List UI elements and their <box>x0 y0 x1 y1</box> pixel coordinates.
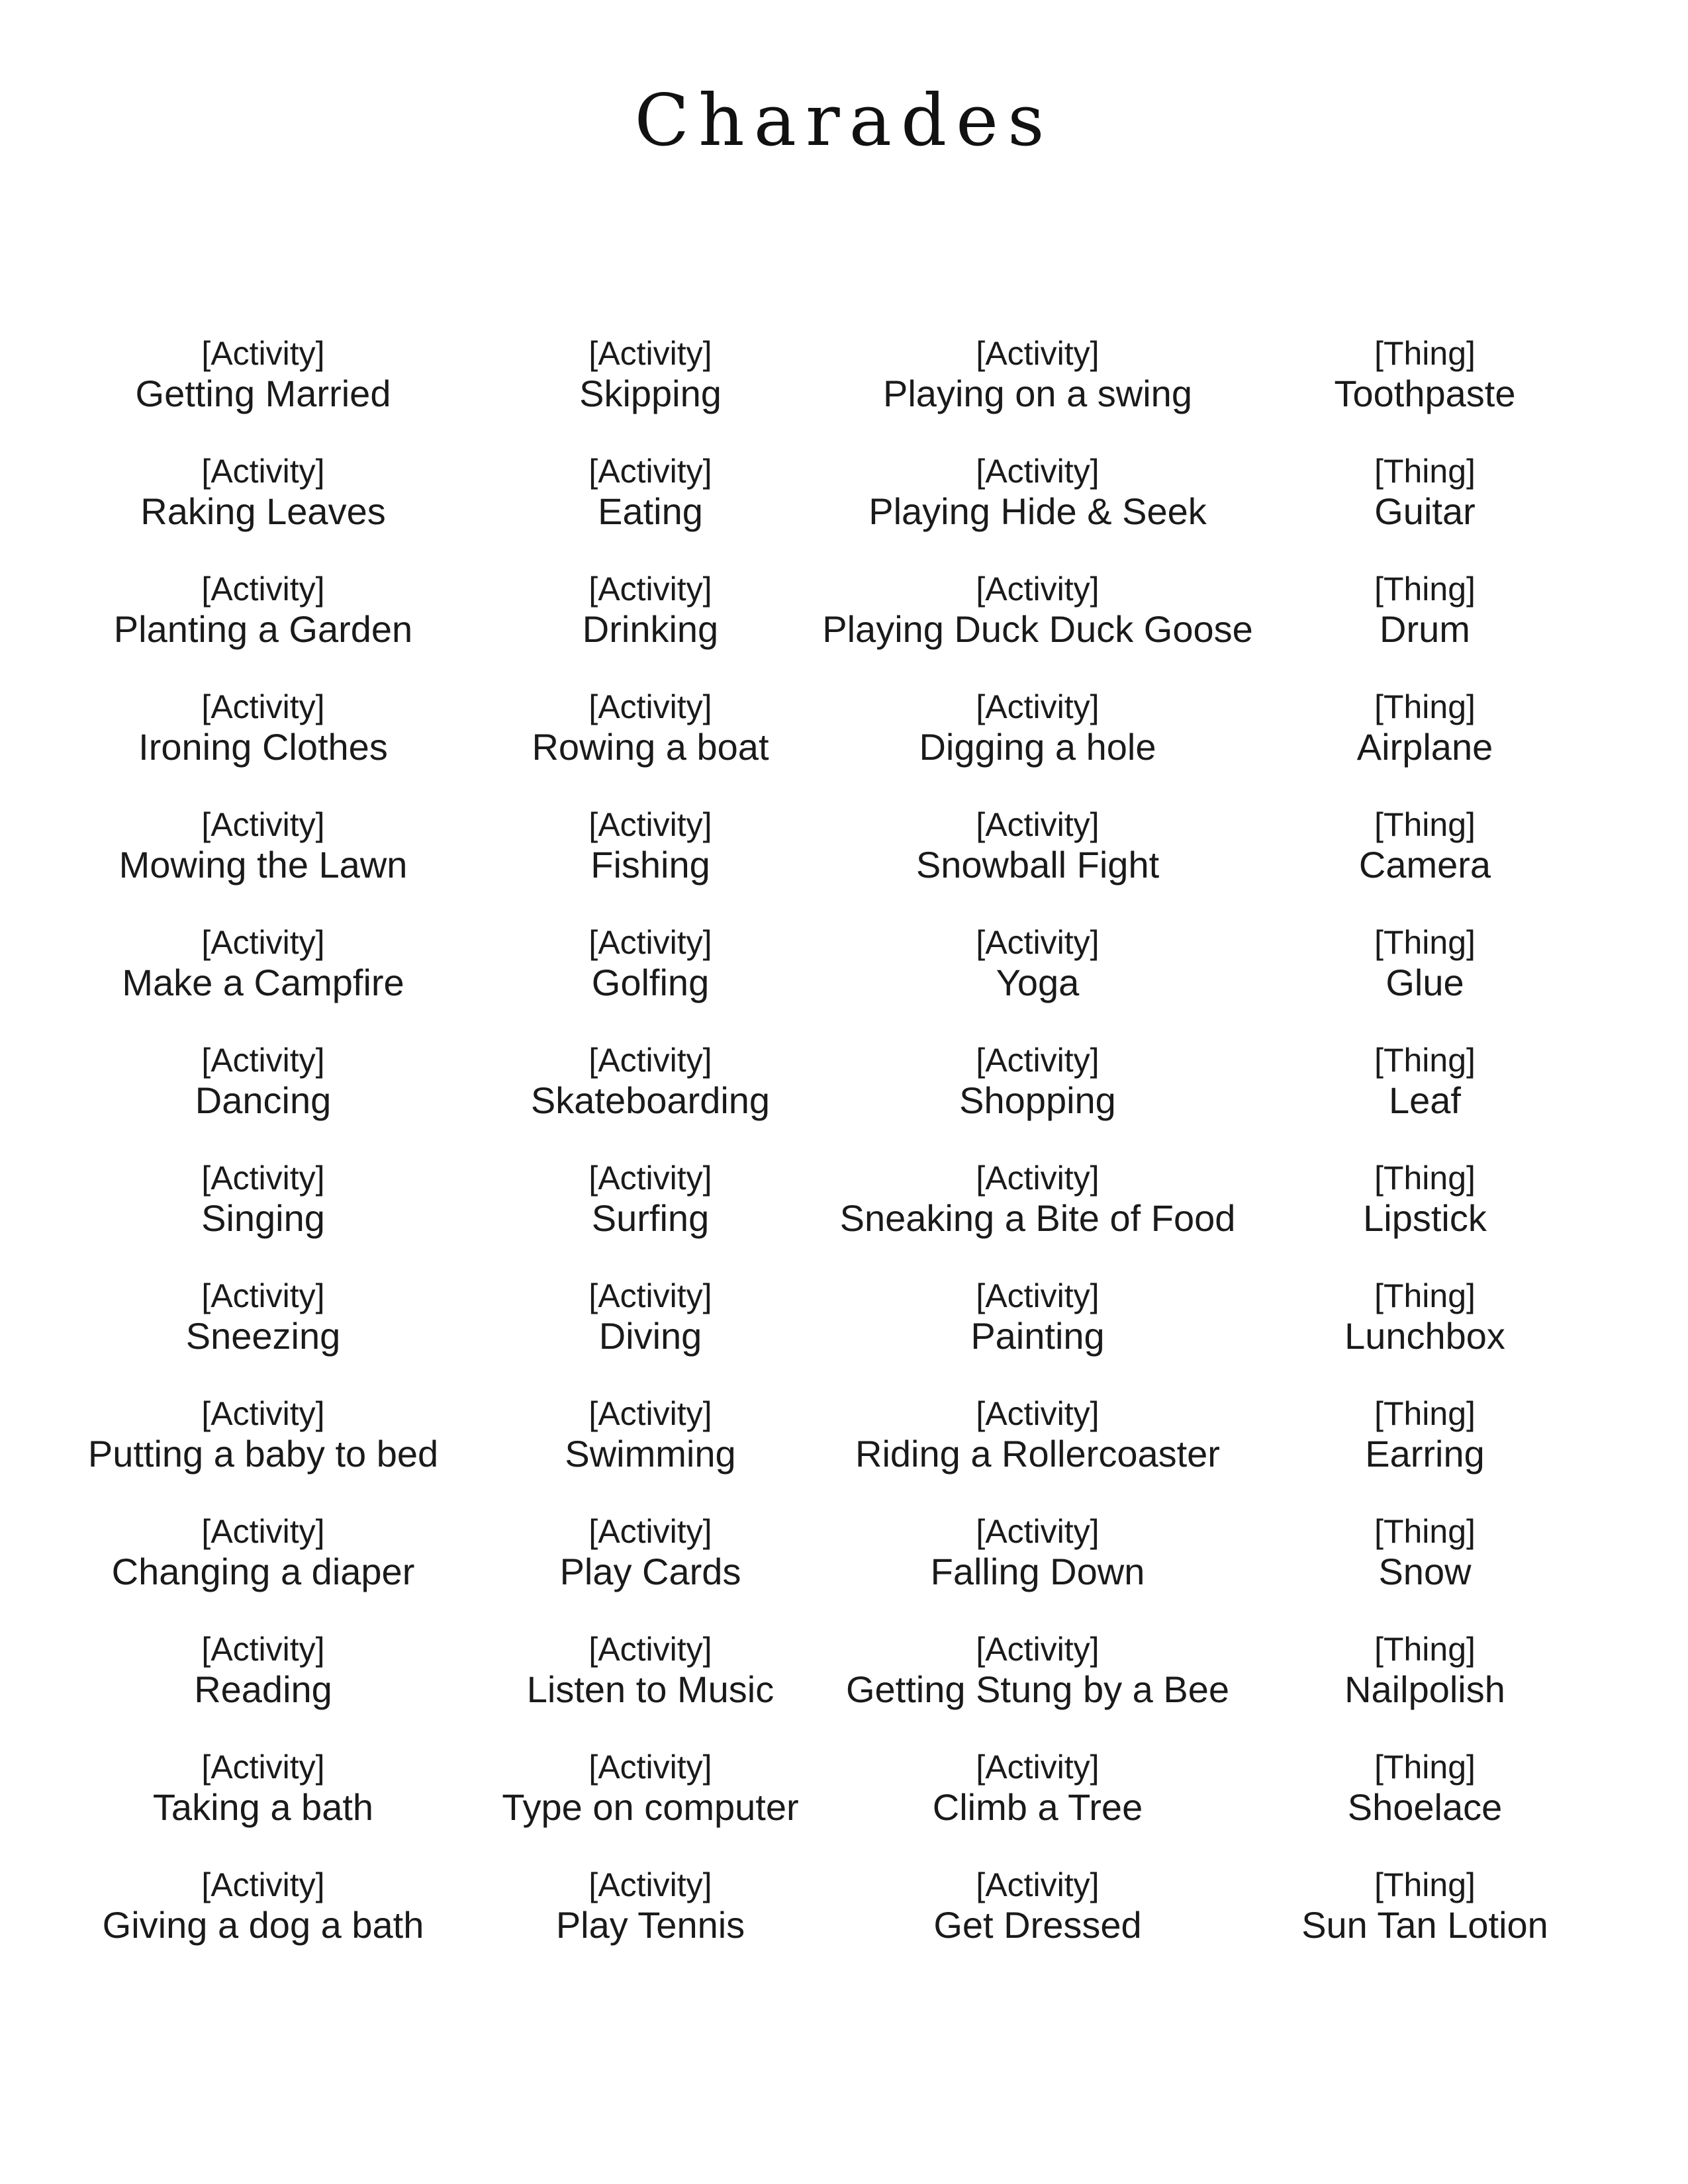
charade-item: Putting a baby to bed <box>87 1433 439 1475</box>
charade-category: [Thing] <box>1374 924 1476 961</box>
charade-card <box>457 570 844 688</box>
charade-card <box>1231 452 1618 570</box>
charade-item: Play Tennis <box>555 1904 745 1946</box>
charade-card <box>457 334 844 452</box>
charade-item: Nailpolish <box>1344 1668 1505 1710</box>
charade-card <box>844 1512 1231 1630</box>
charade-category: [Activity] <box>976 688 1100 725</box>
charade-category: [Activity] <box>976 806 1100 843</box>
charade-item: Glue <box>1385 962 1464 1003</box>
charade-category: [Thing] <box>1374 1866 1476 1903</box>
charade-category: [Thing] <box>1374 1395 1476 1432</box>
charade-category: [Activity] <box>201 1277 325 1314</box>
charade-item: Type on computer <box>502 1786 799 1828</box>
charade-card <box>844 334 1231 452</box>
charade-item: Rowing a boat <box>532 726 769 768</box>
charade-card <box>844 1630 1231 1748</box>
charade-category: [Activity] <box>976 1866 1100 1903</box>
charade-item: Play Cards <box>559 1551 741 1592</box>
charade-category: [Activity] <box>201 1513 325 1550</box>
charade-card <box>457 1748 844 1866</box>
charade-category: [Activity] <box>588 1631 712 1668</box>
charade-category: [Activity] <box>976 1160 1100 1197</box>
charade-card <box>457 1041 844 1159</box>
charade-card <box>70 1277 457 1394</box>
charade-item: Airplane <box>1356 726 1493 768</box>
charade-category: [Activity] <box>588 1277 712 1314</box>
charade-item: Dancing <box>195 1079 332 1121</box>
charade-category: [Activity] <box>976 1042 1100 1079</box>
charade-card <box>70 923 457 1041</box>
charade-card <box>457 1159 844 1277</box>
charade-category: [Activity] <box>201 1866 325 1903</box>
charade-category: [Activity] <box>588 1866 712 1903</box>
charade-category: [Activity] <box>201 688 325 725</box>
charade-item: Ironing Clothes <box>138 726 388 768</box>
charade-item: Skipping <box>579 373 722 414</box>
charade-card <box>70 1866 457 1983</box>
charade-item: Get Dressed <box>933 1904 1142 1946</box>
charade-card <box>844 805 1231 923</box>
charade-card <box>844 452 1231 570</box>
charade-card <box>70 1512 457 1630</box>
charade-item: Shoelace <box>1347 1786 1503 1828</box>
charade-item: Playing Duck Duck Goose <box>822 608 1253 650</box>
charade-category: [Thing] <box>1374 1160 1476 1197</box>
charade-card <box>457 1866 844 1983</box>
charade-item: Taking a bath <box>152 1786 374 1828</box>
charade-item: Getting Stung by a Bee <box>845 1668 1230 1710</box>
charade-card <box>844 1866 1231 1983</box>
charade-item: Swimming <box>565 1433 736 1475</box>
charade-item: Camera <box>1358 844 1491 886</box>
charade-category: [Thing] <box>1374 806 1476 843</box>
charade-category: [Thing] <box>1374 688 1476 725</box>
charade-item: Getting Married <box>135 373 391 414</box>
charade-category: [Activity] <box>201 1631 325 1668</box>
charade-category: [Activity] <box>201 1160 325 1197</box>
charade-card <box>70 1630 457 1748</box>
charade-card <box>822 570 1253 688</box>
charade-item: Singing <box>201 1197 325 1239</box>
charade-category: [Thing] <box>1374 1749 1476 1786</box>
charade-item: Shopping <box>959 1079 1116 1121</box>
charade-category: [Activity] <box>201 570 325 608</box>
charade-category: [Activity] <box>976 1277 1100 1314</box>
charade-card <box>70 1159 457 1277</box>
charade-card <box>1231 1512 1618 1630</box>
charade-category: [Thing] <box>1374 1042 1476 1079</box>
charade-card <box>457 1630 844 1748</box>
charade-category: [Thing] <box>1374 1513 1476 1550</box>
charade-category: [Activity] <box>976 1749 1100 1786</box>
charade-category: [Activity] <box>976 924 1100 961</box>
charade-card <box>1231 1866 1618 1983</box>
charade-category: [Activity] <box>976 1513 1100 1550</box>
charade-item: Riding a Rollercoaster <box>855 1433 1220 1475</box>
charade-item: Giving a dog a bath <box>102 1904 424 1946</box>
charade-item: Skateboarding <box>530 1079 771 1121</box>
charade-grid <box>0 334 1688 1983</box>
charade-category: [Activity] <box>588 570 712 608</box>
charade-item: Earring <box>1365 1433 1485 1475</box>
charade-item: Listen to Music <box>526 1668 774 1710</box>
charade-item: Toothpaste <box>1334 373 1516 414</box>
charade-card <box>1231 688 1618 805</box>
charade-item: Snow <box>1378 1551 1472 1592</box>
charade-card <box>844 688 1231 805</box>
charade-category: [Activity] <box>201 1749 325 1786</box>
charade-category: [Activity] <box>201 806 325 843</box>
charade-item: Reading <box>194 1668 332 1710</box>
charade-category: [Activity] <box>588 1513 712 1550</box>
charade-category: [Activity] <box>976 453 1100 490</box>
charade-card <box>70 570 457 688</box>
charade-item: Drum <box>1380 608 1470 650</box>
charade-item: Lipstick <box>1363 1197 1487 1239</box>
charade-category: [Activity] <box>976 1395 1100 1432</box>
charade-category: [Thing] <box>1374 1277 1476 1314</box>
charade-category: [Activity] <box>588 688 712 725</box>
charade-category: [Activity] <box>201 924 325 961</box>
charade-card <box>70 805 457 923</box>
charade-category: [Activity] <box>588 924 712 961</box>
charade-card <box>844 1748 1231 1866</box>
charade-card <box>457 452 844 570</box>
charade-category: [Thing] <box>1374 570 1476 608</box>
charade-item: Raking Leaves <box>140 490 386 532</box>
charade-card <box>1231 1630 1618 1748</box>
charade-category: [Activity] <box>201 453 325 490</box>
charade-card <box>70 688 457 805</box>
charade-item: Digging a hole <box>919 726 1156 768</box>
charade-card <box>1231 923 1618 1041</box>
page-title: Charades <box>634 79 1054 162</box>
charade-item: Fishing <box>590 844 710 886</box>
charade-item: Falling Down <box>930 1551 1145 1592</box>
charade-item: Eating <box>598 490 703 532</box>
charade-item: Sneezing <box>185 1315 341 1357</box>
charade-card <box>457 1512 844 1630</box>
charade-category: [Activity] <box>976 335 1100 372</box>
charade-card <box>844 923 1231 1041</box>
charade-card <box>1231 805 1618 923</box>
charade-card <box>1231 1277 1618 1394</box>
charade-card <box>70 452 457 570</box>
charade-item: Playing on a swing <box>883 373 1192 414</box>
charade-card <box>844 1041 1231 1159</box>
charade-card <box>1231 1041 1618 1159</box>
charade-item: Sneaking a Bite of Food <box>839 1197 1236 1239</box>
charade-item: Painting <box>970 1315 1105 1357</box>
charade-item: Snowball Fight <box>915 844 1160 886</box>
charade-card <box>844 1394 1231 1512</box>
charade-card <box>457 688 844 805</box>
charade-item: Diving <box>598 1315 702 1357</box>
charade-card <box>1231 1159 1618 1277</box>
charade-category: [Activity] <box>588 1160 712 1197</box>
charade-card <box>457 923 844 1041</box>
charade-item: Lunchbox <box>1344 1315 1505 1357</box>
charade-card <box>839 1159 1236 1277</box>
charade-card <box>70 1394 457 1512</box>
charade-category: [Activity] <box>201 1395 325 1432</box>
charade-item: Climb a Tree <box>932 1786 1143 1828</box>
charade-card <box>70 1748 457 1866</box>
charade-item: Make a Campfire <box>122 962 404 1003</box>
charade-card <box>1231 570 1618 688</box>
charade-item: Drinking <box>582 608 719 650</box>
charade-category: [Thing] <box>1374 335 1476 372</box>
charade-category: [Thing] <box>1374 1631 1476 1668</box>
charade-item: Yoga <box>996 962 1080 1003</box>
charade-category: [Thing] <box>1374 453 1476 490</box>
charade-card <box>1231 1748 1618 1866</box>
charade-category: [Activity] <box>588 1749 712 1786</box>
charade-category: [Activity] <box>976 1631 1100 1668</box>
charade-item: Surfing <box>591 1197 710 1239</box>
charade-item: Leaf <box>1389 1079 1461 1121</box>
charade-item: Playing Hide & Seek <box>868 490 1207 532</box>
charade-category: [Activity] <box>588 1042 712 1079</box>
charade-card <box>1231 1394 1618 1512</box>
charade-item: Changing a diaper <box>111 1551 415 1592</box>
charade-card <box>70 334 457 452</box>
charade-card <box>70 1041 457 1159</box>
charade-category: [Activity] <box>201 1042 325 1079</box>
charade-category: [Activity] <box>588 453 712 490</box>
charade-category: [Activity] <box>588 1395 712 1432</box>
charade-item: Mowing the Lawn <box>118 844 408 886</box>
charade-category: [Activity] <box>588 806 712 843</box>
charade-item: Golfing <box>591 962 710 1003</box>
charade-item: Planting a Garden <box>113 608 413 650</box>
charade-card <box>457 1277 844 1394</box>
charade-category: [Activity] <box>201 335 325 372</box>
charade-card <box>1231 334 1618 452</box>
charade-card <box>457 805 844 923</box>
charade-item: Sun Tan Lotion <box>1301 1904 1548 1946</box>
charade-card <box>457 1394 844 1512</box>
charade-category: [Activity] <box>588 335 712 372</box>
charade-item: Guitar <box>1374 490 1476 532</box>
charade-card <box>844 1277 1231 1394</box>
charade-category: [Activity] <box>976 570 1100 608</box>
